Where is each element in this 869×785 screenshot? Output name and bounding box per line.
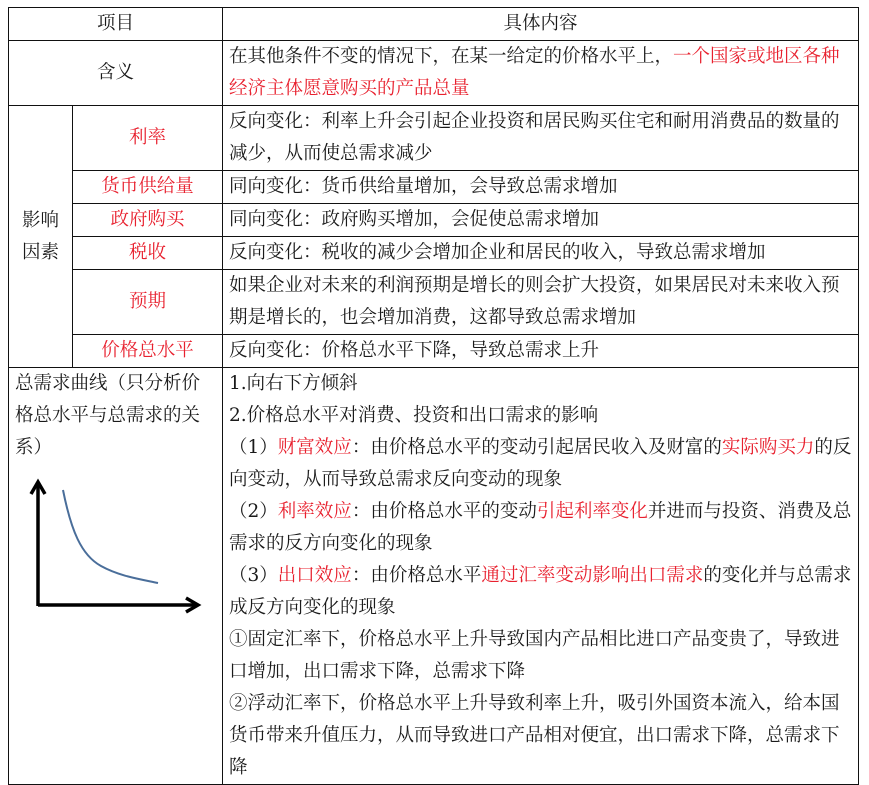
factor-desc: 反向变化：税收的减少会增加企业和居民的收入，导致总需求增加 [223,237,859,270]
factor-desc: 反向变化：利率上升会引起企业投资和居民购买住宅和耐用消费品的数量的减少，从而使总需求减少 [223,106,859,171]
factors-group-label [9,106,73,368]
demand-curve-graphic [15,368,225,776]
wealth-prefix: （1） [229,437,278,458]
factor-desc: 反向变化：价格总水平下降，导致总需求上升 [223,335,859,368]
definition-normal: 在其他条件不变的情况下，在某一给定的价格水平上， [229,46,674,67]
export-prefix: （3） [229,565,278,586]
header-content: 具体内容 [223,8,859,41]
factor-name: 货币供给量 [73,171,223,204]
factor-desc: 同向变化：政府购买增加，会促使总需求增加 [223,204,859,237]
wealth-highlight: 实际购买力 [721,437,815,458]
factors-label-line1: 影响 [21,209,59,231]
curve-row [9,368,859,785]
factor-name: 预期 [73,270,223,335]
factor-name: 利率 [73,106,223,171]
interest-text-2: 并进而与投资、消费及总需求的反方向变化的现象 [229,501,852,554]
header-item: 项目 [9,8,223,41]
factor-name: 政府购买 [73,204,223,237]
export-text-1: ：由价格总水平 [351,565,482,586]
factor-row [9,106,859,171]
fixed-rate-note: ①固定汇率下，价格总水平上升导致国内产品相比进口产品变贵了，导致进口增加，出口需求下降，总需求下降 [229,629,840,682]
factor-name: 价格总水平 [73,335,223,368]
factor-name: 税收 [73,237,223,270]
header-row [9,8,859,41]
factor-row [9,171,859,204]
export-highlight: 通过汇率变动影响出口需求 [481,565,704,586]
definition-label: 含义 [9,41,223,106]
factor-row [9,237,859,270]
interest-highlight: 引起利率变化 [536,501,648,522]
export-title: 出口效应 [277,565,352,586]
wealth-title: 财富效应 [277,437,352,458]
wealth-text-2: 的反向变动，从而导致总需求反向变动的现象 [229,437,852,490]
factor-desc: 同向变化：货币供给量增加，会导致总需求增加 [223,171,859,204]
aggregate-demand-table [8,7,859,785]
export-text-2: 的变化并与总需求成反方向变化的现象 [229,565,852,618]
factor-row [9,335,859,368]
wealth-text-1: ：由价格总水平的变动引起居民收入及财富的 [351,437,722,458]
definition-row [9,41,859,106]
curve-label: 总需求曲线（只分析价格总水平与总需求的关系） [15,373,201,458]
wealth-effect [229,432,852,496]
factor-row [9,270,859,335]
definition-text [223,41,859,106]
interest-title: 利率效应 [277,501,352,522]
factor-desc: 如果企业对未来的利润预期是增长的则会扩大投资，如果居民对未来收入预期是增长的，也会增加消费，这都导致总需求增加 [223,270,859,335]
export-effect [229,560,852,624]
floating-rate-note: ②浮动汇率下，价格总水平上升导致利率上升，吸引外国资本流入，给本国货币带来升值压力，从而导致进口产品相对便宜，出口需求下降，总需求下降 [229,693,840,778]
interest-text-1: ：由价格总水平的变动 [351,501,537,522]
interest-effect [229,496,852,560]
point-slope: 1.向右下方倾斜 [229,373,358,394]
factor-row [9,204,859,237]
definition-highlight: 一个国家或地区各种经济主体愿意购买的产品总量 [229,46,840,99]
factors-label-line2: 因素 [21,241,59,263]
interest-prefix: （2） [229,501,278,522]
curve-label-cell [9,368,223,785]
point-effects: 2.价格总水平对消费、投资和出口需求的影响 [229,405,599,426]
curve-explanation [223,368,859,785]
